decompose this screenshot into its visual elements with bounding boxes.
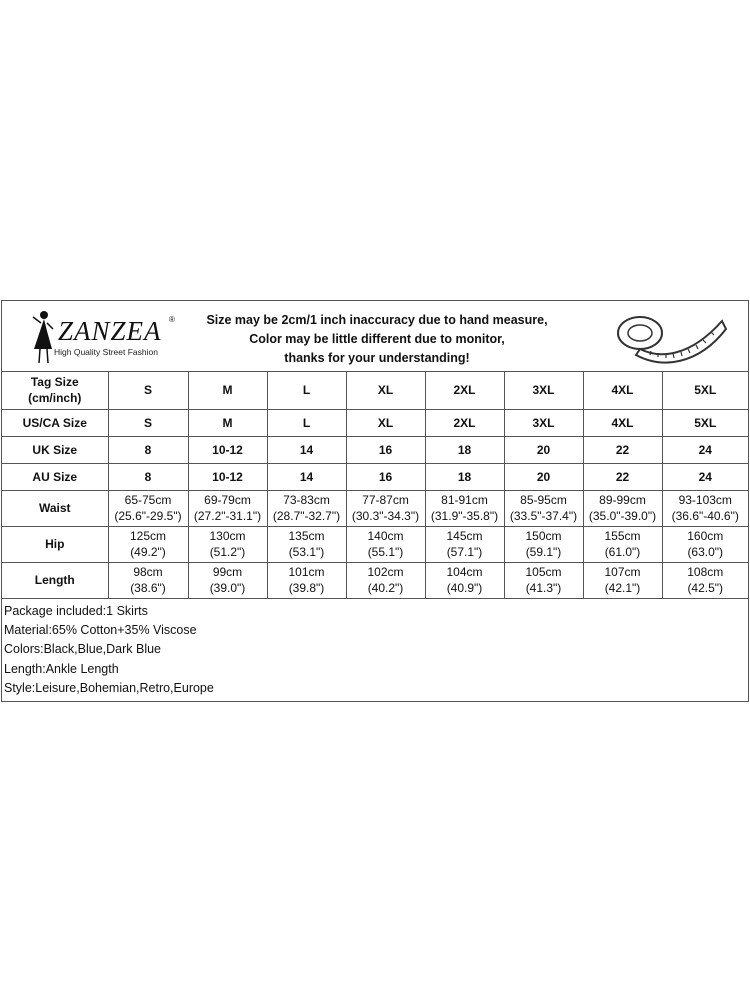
measurement-cell: [267, 490, 346, 526]
cm-value: 105cm: [525, 565, 562, 579]
size-cell: 5XL: [662, 409, 748, 436]
size-table-body: [2, 371, 748, 598]
cm-value: 98cm: [133, 565, 163, 579]
measurement-cell: [662, 490, 748, 526]
size-cell: 16: [346, 463, 425, 490]
size-cell: 10-12: [188, 463, 267, 490]
row-header: Waist: [2, 490, 108, 526]
size-cell: 8: [108, 436, 188, 463]
cm-value: 125cm: [129, 529, 167, 543]
inch-value: (39.8"): [288, 581, 325, 595]
measurement-cell: [188, 526, 267, 562]
cm-value: 135cm: [288, 529, 325, 543]
table-row: [2, 490, 748, 526]
cm-value: 93-103cm: [678, 493, 732, 507]
cm-value: 107cm: [604, 565, 641, 579]
inch-value: (63.0"): [687, 545, 724, 559]
measurement-cell: [346, 562, 425, 598]
table-row: [2, 371, 748, 409]
notice-line: Size may be 2cm/1 inch inaccuracy due to hand measure,: [206, 313, 548, 327]
size-cell: 16: [346, 436, 425, 463]
size-table: [2, 371, 748, 599]
size-cell: S: [108, 371, 188, 409]
size-chart: [1, 300, 749, 702]
inch-value: (27.2"-31.1"): [193, 509, 262, 523]
inch-value: (57.1"): [446, 545, 483, 559]
inch-value: (38.6"): [130, 581, 166, 595]
cm-value: 155cm: [604, 529, 641, 543]
measurement-notice: [192, 311, 562, 368]
size-cell: 22: [583, 463, 662, 490]
size-cell: 18: [425, 463, 504, 490]
measurement-cell: [583, 562, 662, 598]
brand-tagline: High Quality Street Fashion: [54, 347, 158, 357]
inch-value: (61.0"): [604, 545, 641, 559]
size-cell: 4XL: [583, 409, 662, 436]
row-header: Hip: [2, 526, 108, 562]
measurement-cell: [425, 562, 504, 598]
measurement-cell: [504, 490, 583, 526]
table-row: [2, 436, 748, 463]
measurement-cell: [188, 490, 267, 526]
row-header: [2, 371, 108, 409]
row-header: US/CA Size: [2, 409, 108, 436]
measurement-cell: [267, 562, 346, 598]
detail-style: Style:Leisure,Bohemian,Retro,Europe: [4, 680, 214, 695]
size-cell: 3XL: [504, 371, 583, 409]
size-cell: S: [108, 409, 188, 436]
cm-value: 101cm: [288, 565, 325, 579]
inch-value: (49.2"): [130, 545, 166, 559]
inch-value: (40.9"): [446, 581, 483, 595]
registered-mark: ®: [169, 315, 175, 324]
size-cell: 5XL: [662, 371, 748, 409]
cm-value: 69-79cm: [204, 493, 251, 507]
size-cell: 14: [267, 436, 346, 463]
inch-value: (25.6"-29.5"): [114, 509, 182, 523]
cm-value: 81-91cm: [441, 493, 488, 507]
measurement-cell: [108, 526, 188, 562]
table-row: [2, 562, 748, 598]
cm-value: 140cm: [367, 529, 404, 543]
inch-value: (30.3"-34.3"): [351, 509, 420, 523]
inch-value: (55.1"): [367, 545, 404, 559]
measurement-cell: [425, 526, 504, 562]
table-row: [2, 409, 748, 436]
size-chart-header: [2, 301, 748, 372]
size-cell: 24: [662, 436, 748, 463]
notice-line: thanks for your understanding!: [284, 351, 470, 365]
product-details: [2, 601, 748, 699]
inch-value: (40.2"): [367, 581, 404, 595]
measurement-cell: [346, 526, 425, 562]
row-header: AU Size: [2, 463, 108, 490]
size-cell: XL: [346, 409, 425, 436]
cm-value: 160cm: [687, 529, 724, 543]
inch-value: (39.0"): [209, 581, 246, 595]
measuring-tape-icon: [610, 307, 730, 367]
cm-value: 104cm: [446, 565, 483, 579]
measurement-cell: [425, 490, 504, 526]
table-row: [2, 463, 748, 490]
detail-package: Package included:1 Skirts: [4, 604, 148, 618]
brand-logo: [30, 309, 190, 367]
size-cell: 14: [267, 463, 346, 490]
measurement-cell: [583, 526, 662, 562]
inch-value: (51.2"): [209, 545, 246, 559]
inch-value: (28.7"-32.7"): [272, 509, 341, 523]
size-cell: 8: [108, 463, 188, 490]
inch-value: (31.9"-35.8"): [430, 509, 499, 523]
inch-value: (42.5"): [687, 581, 724, 595]
size-cell: 3XL: [504, 409, 583, 436]
cm-value: 77-87cm: [362, 493, 409, 507]
cm-value: 73-83cm: [283, 493, 330, 507]
inch-value: (36.6"-40.6"): [671, 509, 739, 523]
row-header-line: Tag Size: [30, 374, 79, 389]
size-cell: 2XL: [425, 409, 504, 436]
size-cell: 24: [662, 463, 748, 490]
measurement-cell: [583, 490, 662, 526]
size-cell: M: [188, 371, 267, 409]
cm-value: 89-99cm: [599, 493, 646, 507]
size-cell: 20: [504, 463, 583, 490]
size-cell: 4XL: [583, 371, 662, 409]
size-cell: 20: [504, 436, 583, 463]
measurement-cell: [504, 562, 583, 598]
cm-value: 85-95cm: [520, 493, 567, 507]
cm-value: 108cm: [687, 565, 724, 579]
inch-value: (53.1"): [288, 545, 325, 559]
inch-value: (33.5"-37.4"): [509, 509, 578, 523]
row-header-line: (cm/inch): [28, 390, 82, 405]
measurement-cell: [662, 526, 748, 562]
size-cell: L: [267, 371, 346, 409]
cm-value: 130cm: [209, 529, 246, 543]
measurement-cell: [346, 490, 425, 526]
size-cell: 18: [425, 436, 504, 463]
detail-length: Length:Ankle Length: [4, 661, 119, 676]
row-header: Length: [2, 562, 108, 598]
fashion-figure-icon: [30, 309, 56, 365]
inch-value: (59.1"): [525, 545, 562, 559]
measurement-cell: [108, 562, 188, 598]
cm-value: 65-75cm: [124, 493, 172, 507]
brand-name: ZANZEA: [58, 316, 162, 346]
size-cell: 10-12: [188, 436, 267, 463]
table-row: [2, 526, 748, 562]
size-cell: M: [188, 409, 267, 436]
detail-material: Material:65% Cotton+35% Viscose: [4, 623, 197, 638]
inch-value: (41.3"): [525, 581, 562, 595]
size-cell: XL: [346, 371, 425, 409]
cm-value: 99cm: [212, 565, 243, 579]
row-header: UK Size: [2, 436, 108, 463]
detail-colors: Colors:Black,Blue,Dark Blue: [4, 642, 162, 657]
cm-value: 150cm: [525, 529, 562, 543]
size-cell: L: [267, 409, 346, 436]
notice-line: Color may be little different due to monitor,: [249, 332, 505, 346]
measurement-cell: [108, 490, 188, 526]
measurement-cell: [504, 526, 583, 562]
size-cell: 2XL: [425, 371, 504, 409]
size-cell: 22: [583, 436, 662, 463]
measurement-cell: [188, 562, 267, 598]
measurement-cell: [662, 562, 748, 598]
measurement-cell: [267, 526, 346, 562]
cm-value: 102cm: [367, 565, 404, 579]
inch-value: (42.1"): [604, 581, 641, 595]
inch-value: (35.0"-39.0"): [588, 509, 657, 523]
cm-value: 145cm: [446, 529, 483, 543]
